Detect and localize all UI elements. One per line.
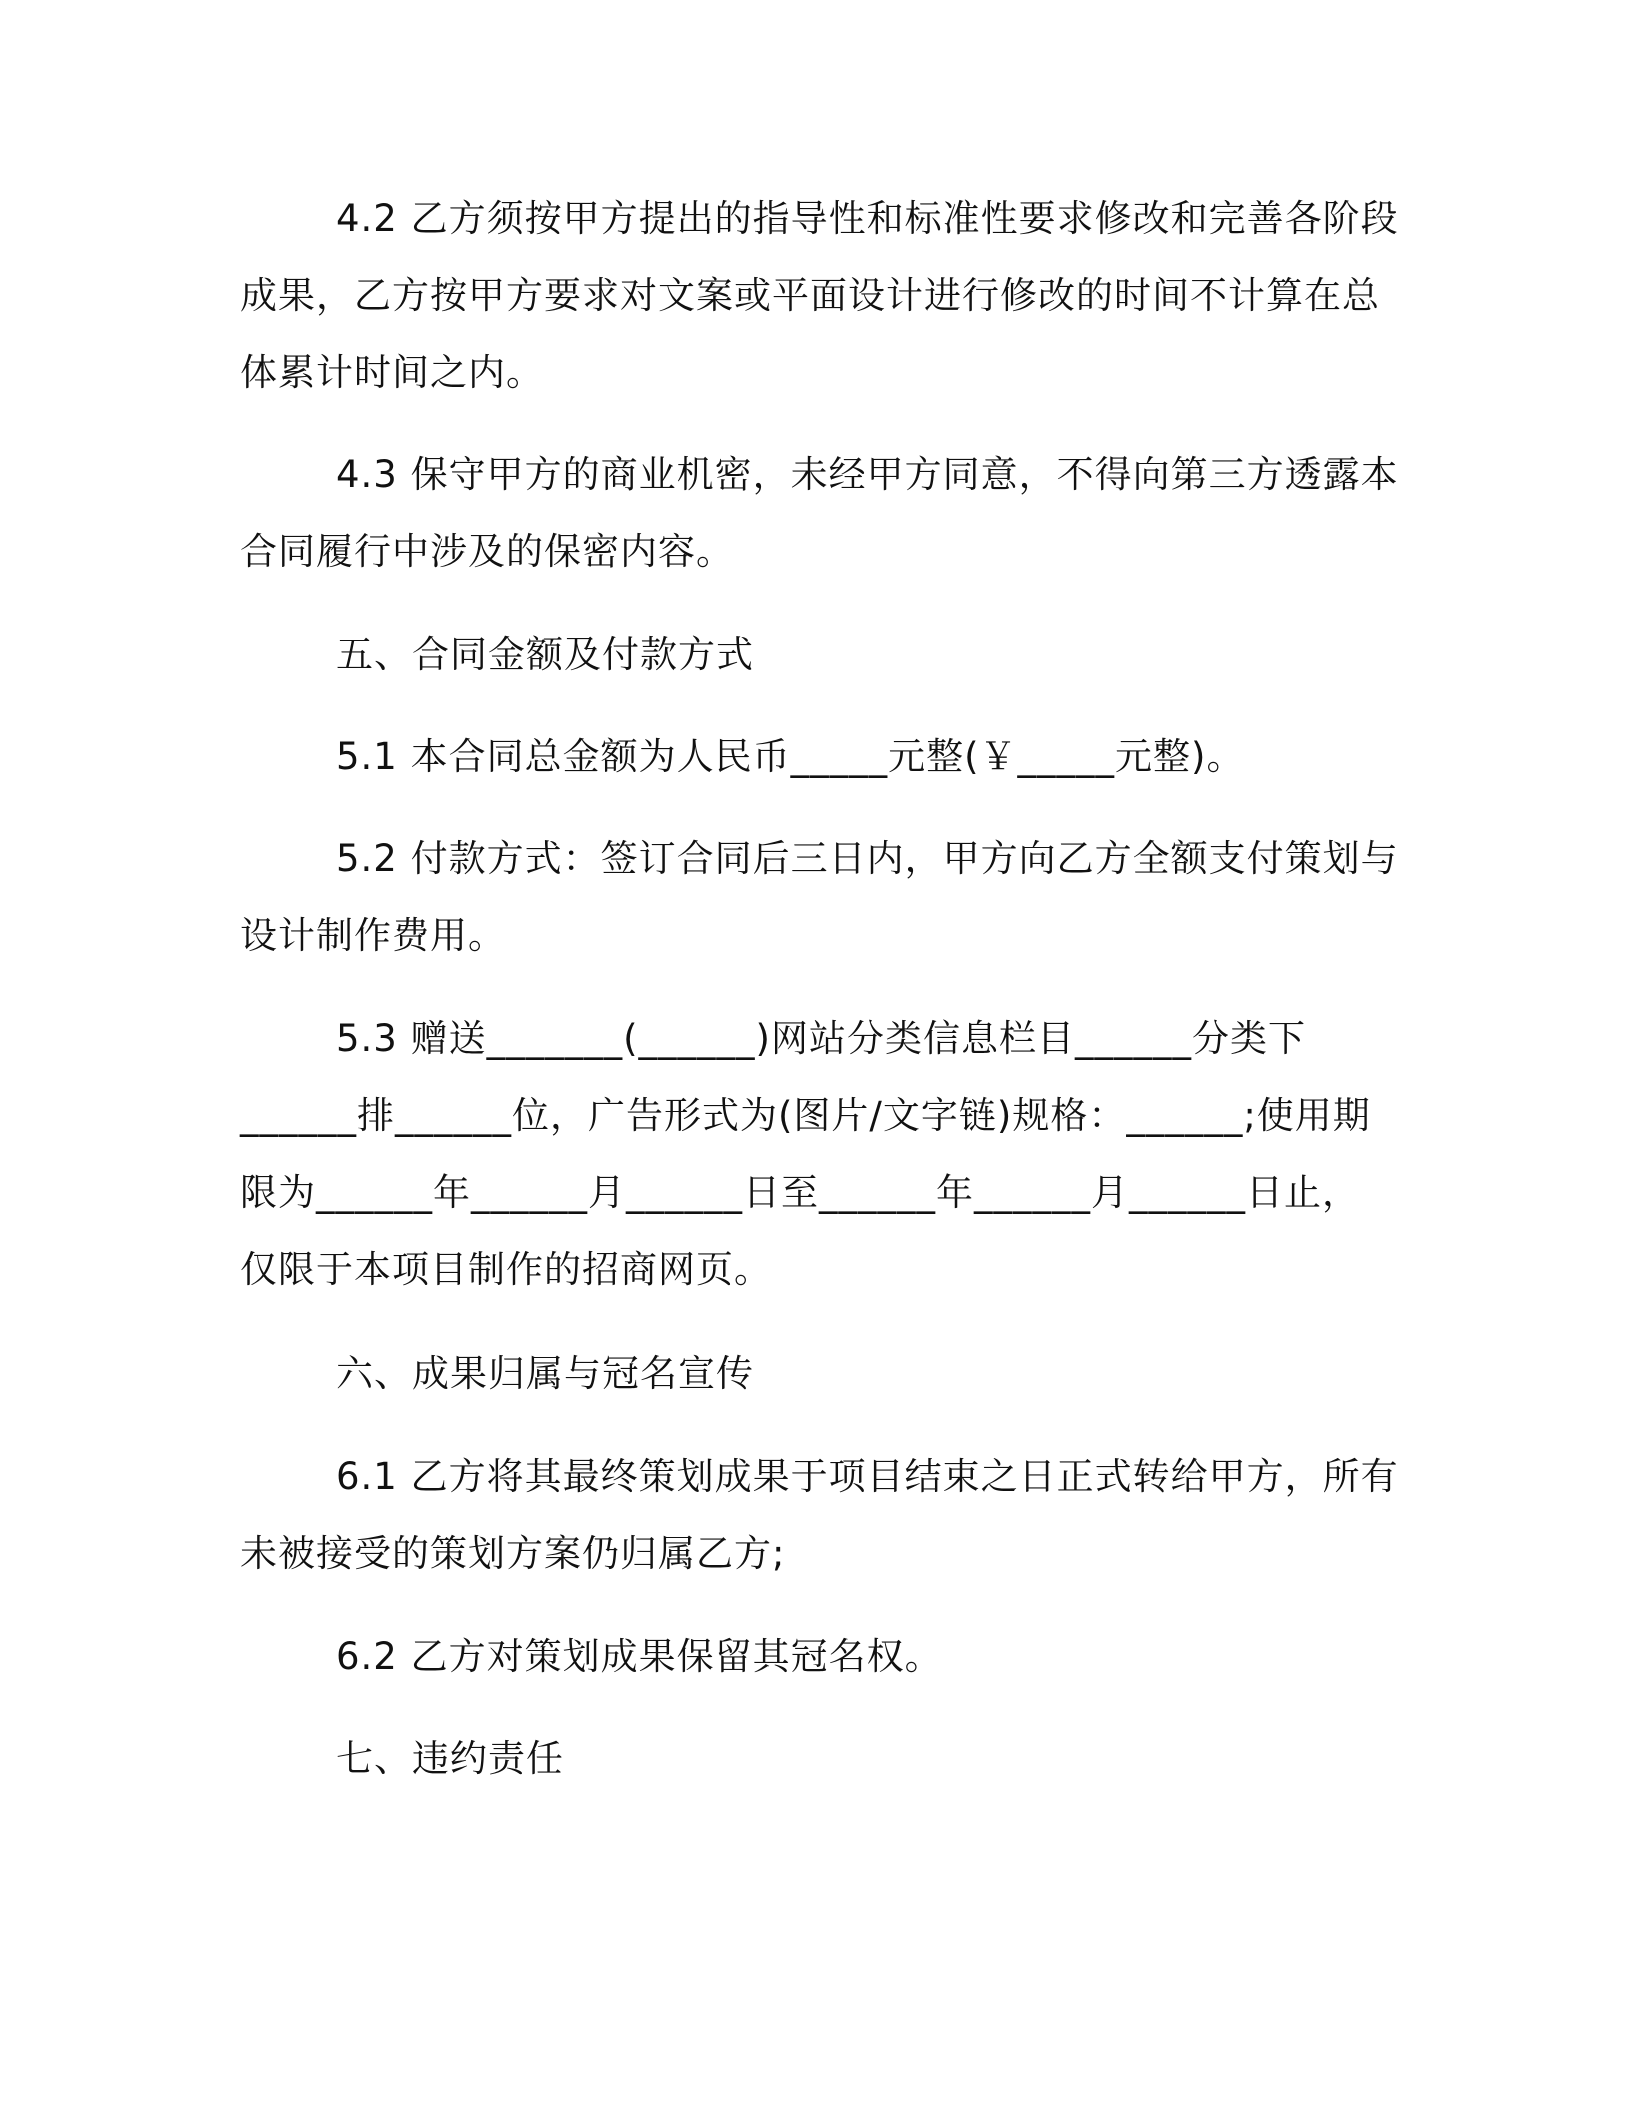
clause-5-2-line-1: 5.2 付款方式：签订合同后三日内，甲方向乙方全额支付策划与 xyxy=(336,837,1399,880)
clause-5-2-line-2: 设计制作费用。 xyxy=(240,914,506,957)
clause-6-2-line-1: 6.2 乙方对策划成果保留其冠名权。 xyxy=(336,1635,943,1678)
clause-5-2 xyxy=(240,820,1399,974)
section-5-heading: 五、合同金额及付款方式 xyxy=(336,633,754,676)
clause-5-3-line-4: 仅限于本项目制作的招商网页。 xyxy=(240,1248,772,1291)
clause-4-2-line-1: 4.2 乙方须按甲方提出的指导性和标准性要求修改和完善各阶段 xyxy=(336,197,1399,240)
clause-5-3-line-2: ______排______位，广告形式为(图片/文字链)规格：______;使用期 xyxy=(240,1094,1371,1137)
clause-5-1 xyxy=(240,718,1244,795)
section-6-heading: 六、成果归属与冠名宣传 xyxy=(336,1352,754,1395)
clause-4-2-line-3: 体累计时间之内。 xyxy=(240,351,544,394)
clause-4-2 xyxy=(240,180,1399,411)
clause-5-1-line-1: 5.1 本合同总金额为人民币_____元整(￥_____元整)。 xyxy=(336,735,1245,778)
clause-6-2 xyxy=(240,1618,943,1695)
clause-4-3 xyxy=(240,436,1399,590)
clause-5-3 xyxy=(240,1000,1371,1308)
clause-5-3-line-1: 5.3 赠送_______(______)网站分类信息栏目______分类下 xyxy=(336,1017,1306,1060)
clause-6-1-line-1: 6.1 乙方将其最终策划成果于项目结束之日正式转给甲方，所有 xyxy=(336,1455,1399,1498)
clause-4-3-line-2: 合同履行中涉及的保密内容。 xyxy=(240,530,734,573)
clause-4-3-line-1: 4.3 保守甲方的商业机密，未经甲方同意，不得向第三方透露本 xyxy=(336,453,1399,496)
clause-6-1-line-2: 未被接受的策划方案仍归属乙方; xyxy=(240,1532,786,1575)
clause-4-2-line-2: 成果，乙方按甲方要求对文案或平面设计进行修改的时间不计算在总 xyxy=(240,274,1380,317)
clause-5-3-line-3: 限为______年______月______日至______年______月______日止， xyxy=(240,1171,1360,1214)
clause-6-1 xyxy=(240,1438,1399,1592)
section-7-heading: 七、违约责任 xyxy=(336,1737,564,1780)
